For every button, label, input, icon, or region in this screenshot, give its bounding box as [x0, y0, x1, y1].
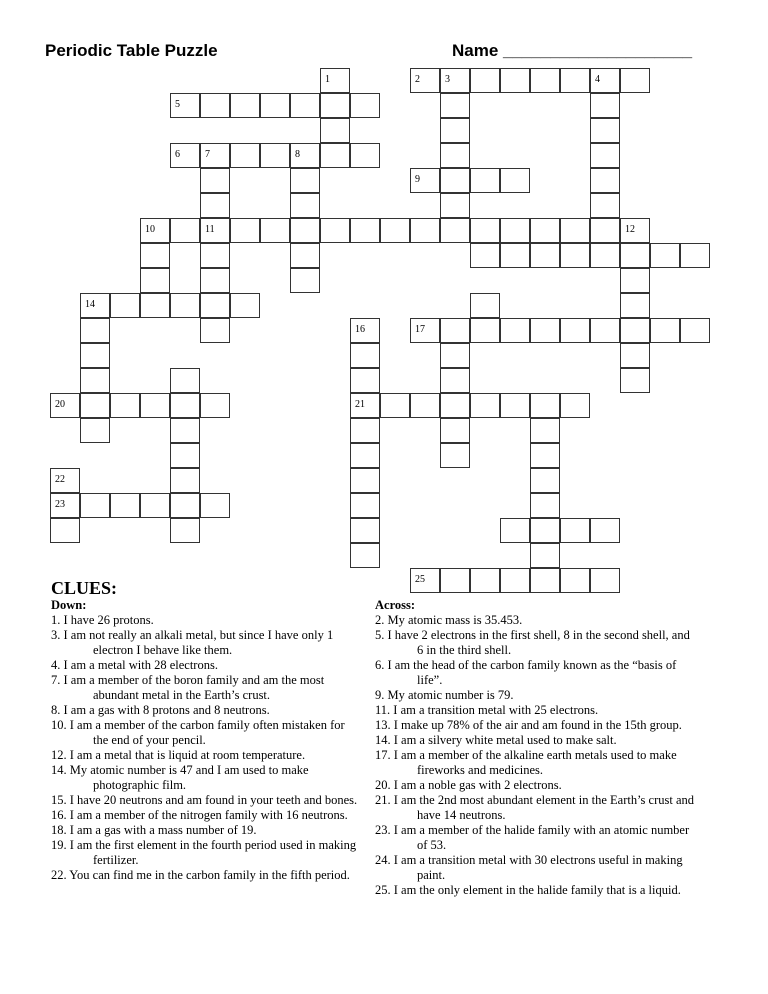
name-field[interactable]: Name ____________________: [452, 41, 693, 60]
crossword-cell[interactable]: [350, 443, 380, 468]
crossword-cell[interactable]: [590, 243, 620, 268]
clue-number: 25: [415, 574, 425, 585]
down-clue: 19. I am the first element in the fourth period used in making fertilizer.: [51, 838, 357, 867]
crossword-cell[interactable]: [230, 143, 260, 168]
down-clue: 12. I am a metal that is liquid at room temperature.: [51, 748, 306, 762]
crossword-cell[interactable]: [440, 193, 470, 218]
crossword-cell[interactable]: [170, 93, 200, 118]
clue-number: 7: [205, 149, 210, 160]
crossword-cell[interactable]: [140, 493, 170, 518]
crossword-cell[interactable]: [620, 318, 650, 343]
crossword-cell[interactable]: [260, 143, 290, 168]
crossword-cell[interactable]: [620, 268, 650, 293]
across-clue: 14. I am a silvery white metal used to make salt.: [375, 733, 617, 747]
crossword-cell[interactable]: [410, 68, 440, 93]
crossword-cell[interactable]: [650, 318, 680, 343]
across-clue: 20. I am a noble gas with 2 electrons.: [375, 778, 562, 792]
clue-number: 4: [595, 74, 600, 85]
across-clue: 24. I am a transition metal with 30 electrons useful in making paint.: [375, 853, 683, 882]
clue-number: 21: [355, 399, 365, 410]
across-clue: 13. I make up 78% of the air and am found in the 15th group.: [375, 718, 682, 732]
crossword-cell[interactable]: [80, 293, 110, 318]
clue-number: 23: [55, 499, 65, 510]
down-clue: 15. I have 20 neutrons and am found in your teeth and bones.: [51, 793, 358, 807]
crossword-cell[interactable]: [590, 518, 620, 543]
crossword-cell[interactable]: [590, 218, 620, 243]
crossword-cell[interactable]: [350, 518, 380, 543]
crossword-cell[interactable]: [290, 243, 320, 268]
clue-number: 22: [55, 474, 65, 485]
crossword-cell[interactable]: [500, 518, 530, 543]
crossword-cell[interactable]: [80, 318, 110, 343]
crossword-cell[interactable]: [620, 243, 650, 268]
crossword-cell[interactable]: [230, 93, 260, 118]
clue-number: 5: [175, 99, 180, 110]
crossword-cell[interactable]: [440, 443, 470, 468]
crossword-cell[interactable]: [290, 168, 320, 193]
down-clue: 18. I am a gas with a mass number of 19.: [51, 823, 257, 837]
crossword-cell[interactable]: [500, 393, 530, 418]
across-clue: 5. I have 2 electrons in the first shell, 8 in the second shell, and 6 in the third shell.: [375, 628, 690, 657]
crossword-cell[interactable]: [320, 118, 350, 143]
crossword-cell[interactable]: [170, 218, 200, 243]
crossword-cell[interactable]: [530, 68, 560, 93]
crossword-cell[interactable]: [560, 568, 590, 593]
crossword-cell[interactable]: [80, 368, 110, 393]
crossword-cell[interactable]: [170, 293, 200, 318]
crossword-cell[interactable]: [50, 393, 80, 418]
crossword-cell[interactable]: [380, 218, 410, 243]
crossword-cell[interactable]: [560, 393, 590, 418]
crossword-cell[interactable]: [110, 393, 140, 418]
crossword-cell[interactable]: [440, 218, 470, 243]
crossword-cell[interactable]: [620, 343, 650, 368]
crossword-cell[interactable]: [350, 368, 380, 393]
crossword-cell[interactable]: [470, 318, 500, 343]
crossword-cell[interactable]: [260, 218, 290, 243]
crossword-cell[interactable]: [170, 143, 200, 168]
crossword-cell[interactable]: [200, 218, 230, 243]
crossword-cell[interactable]: [440, 93, 470, 118]
crossword-cell[interactable]: [440, 68, 470, 93]
crossword-cell[interactable]: [110, 293, 140, 318]
crossword-cell[interactable]: [320, 143, 350, 168]
crossword-cell[interactable]: [410, 168, 440, 193]
crossword-cell[interactable]: [410, 318, 440, 343]
clue-number: 3: [445, 74, 450, 85]
crossword-cell[interactable]: [500, 568, 530, 593]
crossword-cell[interactable]: [110, 493, 140, 518]
clue-number: 12: [625, 224, 635, 235]
crossword-cell[interactable]: [80, 418, 110, 443]
crossword-cell[interactable]: [350, 343, 380, 368]
crossword-cell[interactable]: [680, 318, 710, 343]
crossword-cell[interactable]: [560, 318, 590, 343]
crossword-cell[interactable]: [440, 143, 470, 168]
crossword-cell[interactable]: [530, 543, 560, 568]
crossword-cell[interactable]: [350, 318, 380, 343]
crossword-cell[interactable]: [500, 68, 530, 93]
crossword-cell[interactable]: [290, 268, 320, 293]
down-clue: 16. I am a member of the nitrogen family with 16 neutrons.: [51, 808, 348, 822]
crossword-cell[interactable]: [80, 393, 110, 418]
crossword-cell[interactable]: [170, 468, 200, 493]
crossword-cell[interactable]: [50, 493, 80, 518]
clue-number: 10: [145, 224, 155, 235]
down-clue: 1. I have 26 protons.: [51, 613, 154, 627]
crossword-cell[interactable]: [80, 493, 110, 518]
crossword-cell[interactable]: [350, 418, 380, 443]
across-clue: 17. I am a member of the alkaline earth metals used to make fireworks and medicines.: [375, 748, 677, 777]
crossword-cell[interactable]: [440, 418, 470, 443]
clues-heading: CLUES:: [51, 578, 118, 598]
crossword-cell[interactable]: [320, 93, 350, 118]
down-heading: Down:: [51, 598, 87, 612]
crossword-cell[interactable]: [590, 93, 620, 118]
crossword-cell[interactable]: [290, 93, 320, 118]
crossword-cell[interactable]: [140, 268, 170, 293]
crossword-cell[interactable]: [530, 518, 560, 543]
crossword-cell[interactable]: [530, 443, 560, 468]
clue-number: 16: [355, 324, 365, 335]
crossword-cell[interactable]: [500, 318, 530, 343]
crossword-cell[interactable]: [560, 243, 590, 268]
crossword-cell[interactable]: [200, 168, 230, 193]
across-heading: Across:: [375, 598, 416, 612]
crossword-cell[interactable]: [200, 268, 230, 293]
crossword-cell[interactable]: [200, 293, 230, 318]
crossword-cell[interactable]: [560, 518, 590, 543]
crossword-cell[interactable]: [140, 393, 170, 418]
crossword-cell[interactable]: [620, 368, 650, 393]
crossword-cell[interactable]: [620, 293, 650, 318]
clue-number: 8: [295, 149, 300, 160]
clue-number: 2: [415, 74, 420, 85]
crossword-cell[interactable]: [350, 143, 380, 168]
clue-number: 1: [325, 74, 330, 85]
crossword-cell[interactable]: [140, 243, 170, 268]
crossword-cell[interactable]: [410, 568, 440, 593]
crossword-cell[interactable]: [200, 143, 230, 168]
crossword-cell[interactable]: [170, 393, 200, 418]
down-clues: [51, 578, 363, 883]
crossword-cell[interactable]: [500, 168, 530, 193]
crossword-cell[interactable]: [590, 68, 620, 93]
crossword-cell[interactable]: [680, 243, 710, 268]
page-title: Periodic Table Puzzle: [45, 41, 218, 60]
crossword-cell[interactable]: [50, 468, 80, 493]
crossword-cell[interactable]: [500, 243, 530, 268]
crossword-cell[interactable]: [590, 168, 620, 193]
across-clue: 11. I am a transition metal with 25 electrons.: [375, 703, 599, 717]
down-clue: 3. I am not really an alkali metal, but since I have only 1 electron I behave like them.: [51, 628, 334, 657]
clue-number: 20: [55, 399, 65, 410]
crossword-cell[interactable]: [590, 318, 620, 343]
down-clue: 7. I am a member of the boron family and am the most abundant metal in the Earth’s crust.: [51, 673, 325, 702]
crossword-cell[interactable]: [440, 118, 470, 143]
crossword-cell[interactable]: [260, 93, 290, 118]
crossword-cell[interactable]: [200, 193, 230, 218]
crossword-cell[interactable]: [170, 493, 200, 518]
crossword-cell[interactable]: [320, 218, 350, 243]
crossword-cell[interactable]: [230, 293, 260, 318]
crossword-cell[interactable]: [530, 418, 560, 443]
crossword-cell[interactable]: [440, 393, 470, 418]
crossword-cell[interactable]: [440, 568, 470, 593]
crossword-cell[interactable]: [350, 393, 380, 418]
crossword-cell[interactable]: [530, 243, 560, 268]
clue-number: 17: [415, 324, 425, 335]
crossword-cell[interactable]: [530, 568, 560, 593]
clue-number: 14: [85, 299, 95, 310]
crossword-cell[interactable]: [440, 318, 470, 343]
crossword-cell[interactable]: [230, 218, 260, 243]
crossword-cell[interactable]: [590, 118, 620, 143]
crossword-cell[interactable]: [200, 493, 230, 518]
down-clue: 8. I am a gas with 8 protons and 8 neutrons.: [51, 703, 270, 717]
crossword-cell[interactable]: [560, 218, 590, 243]
down-clue: 4. I am a metal with 28 electrons.: [51, 658, 218, 672]
crossword-cell[interactable]: [440, 343, 470, 368]
crossword-cell[interactable]: [410, 218, 440, 243]
across-clue: 21. I am the 2nd most abundant element in the Earth’s crust and have 14 neutrons.: [375, 793, 695, 822]
crossword-cell[interactable]: [500, 218, 530, 243]
crossword-cell[interactable]: [290, 143, 320, 168]
crossword-cell[interactable]: [530, 493, 560, 518]
crossword-cell[interactable]: [200, 393, 230, 418]
crossword-cell[interactable]: [200, 318, 230, 343]
down-clue: 14. My atomic number is 47 and I am used to make photographic film.: [51, 763, 309, 792]
crossword-cell[interactable]: [470, 218, 500, 243]
crossword-cell[interactable]: [200, 243, 230, 268]
crossword-cell[interactable]: [290, 218, 320, 243]
across-clue: 23. I am a member of the halide family with an atomic number of 53.: [375, 823, 690, 852]
crossword-cell[interactable]: [350, 493, 380, 518]
crossword-cell[interactable]: [470, 68, 500, 93]
crossword-cell[interactable]: [170, 418, 200, 443]
crossword-cell[interactable]: [620, 218, 650, 243]
crossword-cell[interactable]: [560, 68, 590, 93]
down-clue: 22. You can find me in the carbon family in the fifth period.: [51, 868, 350, 882]
crossword-cell[interactable]: [530, 318, 560, 343]
crossword-cell[interactable]: [170, 443, 200, 468]
crossword-cell[interactable]: [650, 243, 680, 268]
down-clue: 10. I am a member of the carbon family often mistaken for the end of your pencil.: [51, 718, 345, 747]
crossword-cell[interactable]: [530, 218, 560, 243]
crossword-cell[interactable]: [470, 293, 500, 318]
crossword-cell[interactable]: [50, 518, 80, 543]
across-clues: [375, 598, 695, 898]
clue-number: 9: [415, 174, 420, 185]
crossword-cell[interactable]: [440, 168, 470, 193]
crossword-cell[interactable]: [590, 143, 620, 168]
crossword-cell[interactable]: [350, 468, 380, 493]
crossword-cell[interactable]: [350, 93, 380, 118]
crossword-cell[interactable]: [590, 568, 620, 593]
crossword-cell[interactable]: [590, 193, 620, 218]
across-clue: 9. My atomic number is 79.: [375, 688, 514, 702]
crossword-cell[interactable]: [140, 218, 170, 243]
crossword-cell[interactable]: [410, 393, 440, 418]
crossword-cell[interactable]: [470, 568, 500, 593]
crossword-cell[interactable]: [380, 393, 410, 418]
crossword-cell[interactable]: [440, 368, 470, 393]
crossword-cell[interactable]: [80, 343, 110, 368]
crossword-cell[interactable]: [620, 68, 650, 93]
crossword-cell[interactable]: [170, 518, 200, 543]
crossword-cell[interactable]: [470, 243, 500, 268]
crossword-cell[interactable]: [320, 68, 350, 93]
crossword-cell[interactable]: [140, 293, 170, 318]
crossword-cell[interactable]: [530, 393, 560, 418]
crossword-cell[interactable]: [470, 393, 500, 418]
clue-number: 6: [175, 149, 180, 160]
crossword-cell[interactable]: [200, 93, 230, 118]
crossword-cell[interactable]: [530, 468, 560, 493]
crossword-cell[interactable]: [350, 543, 380, 568]
crossword-cell[interactable]: [470, 168, 500, 193]
crossword-cell[interactable]: [290, 193, 320, 218]
across-clue: 2. My atomic mass is 35.453.: [375, 613, 523, 627]
crossword-cell[interactable]: [350, 218, 380, 243]
crossword-cell[interactable]: [170, 368, 200, 393]
across-clue: 25. I am the only element in the halide family that is a liquid.: [375, 883, 681, 897]
across-clue: 6. I am the head of the carbon family known as the “basis of life”.: [375, 658, 677, 687]
clue-number: 11: [205, 224, 215, 235]
